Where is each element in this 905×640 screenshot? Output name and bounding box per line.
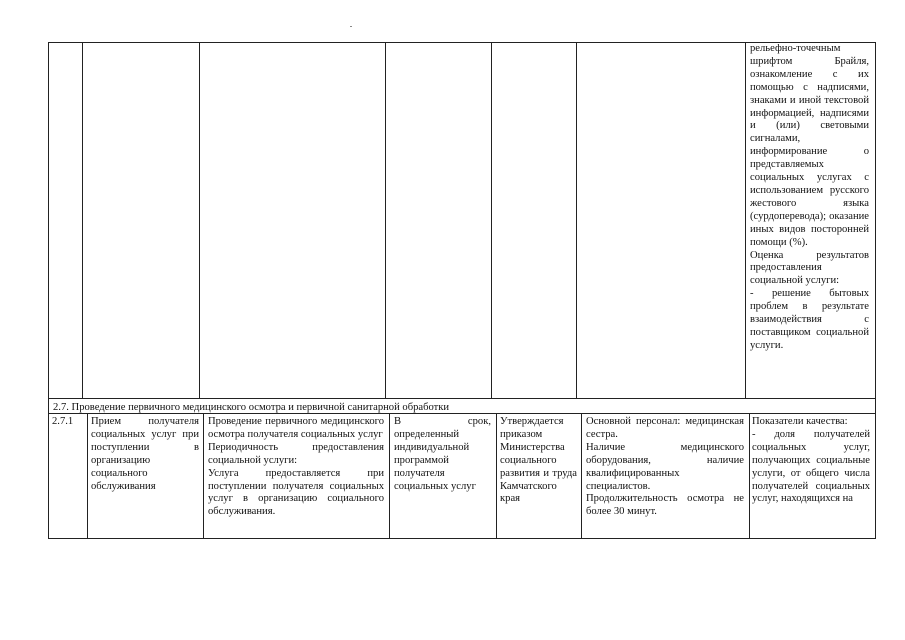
scan-speck — [350, 26, 352, 27]
col-divider — [203, 413, 204, 538]
term-cell — [394, 416, 491, 536]
col-divider — [385, 42, 386, 398]
col-divider — [581, 413, 582, 538]
col-divider — [87, 413, 88, 538]
service-description-cell — [208, 416, 384, 536]
col-divider — [199, 42, 200, 398]
row-number: 2.7.1 — [52, 416, 74, 427]
approval-cell — [500, 416, 577, 536]
description-provision: Услуга предоставляется при поступлении получателя социальных услуг в организацию социального обслуживания. — [208, 467, 384, 518]
conditions-staff: Основной персонал: медицинская сестра. — [586, 416, 744, 440]
service-name: Прием получателя социальных услуг при поступлении в организацию социального обслуживания — [91, 416, 199, 492]
quality-heading: Показатели качества: — [752, 416, 848, 427]
service-name-cell — [91, 416, 199, 536]
col-divider — [496, 413, 497, 538]
col-divider — [745, 42, 746, 398]
evaluation-heading: Оценка результатов предоставления социальной услуги: — [750, 249, 869, 287]
quality-item: - доля получателей социальных услуг, получающих социальные услуги, от общего числа получателей социальных услуг, находящихся на — [752, 428, 870, 505]
col-divider — [389, 413, 390, 538]
evaluation-item: - решение бытовых проблем в результате взаимодействия с поставщиком социальной услуги. — [750, 288, 869, 351]
row-divider-top — [48, 398, 875, 399]
term-text: В срок, определенный индивидуальной программой получателя социальных услуг — [394, 416, 491, 492]
col-divider — [82, 42, 83, 398]
quality-cell — [752, 416, 870, 536]
conditions-duration: Продолжительность осмотра не более 30 минут. — [586, 493, 744, 518]
table-bottom-border — [48, 538, 875, 539]
col-divider — [491, 42, 492, 398]
description-periodicity: Периодичность предоставления социальной услуги: — [208, 441, 384, 466]
description-main: Проведение первичного медицинского осмотра получателя социальных услуг — [208, 416, 384, 440]
col-divider — [749, 413, 750, 538]
section-title: 2.7. Проведение первичного медицинского осмотра и первичной санитарной обработки — [53, 402, 450, 413]
conditions-equipment: Наличие медицинского оборудования, наличие квалифицированных специалистов. — [586, 441, 744, 492]
col-divider — [576, 42, 577, 398]
accessibility-measures-cell — [750, 43, 869, 397]
accessibility-measures-text: рельефно-точечным шрифтом Брайля, ознакомление с их помощью с надписями, знаками и иной текстовой информацией, надписями и (или) световыми сигналами, информирование о представляемых социальных услугах с использованием русского жестового языка (сурдоперевода); оказание иных видов посторонней помощи (%). — [750, 43, 869, 248]
approval-text: Утверждается приказом Министерства социального развития и труда Камчатского края — [500, 416, 577, 505]
table-right-border — [875, 42, 876, 539]
table-left-border — [48, 42, 49, 539]
conditions-cell — [586, 416, 744, 536]
